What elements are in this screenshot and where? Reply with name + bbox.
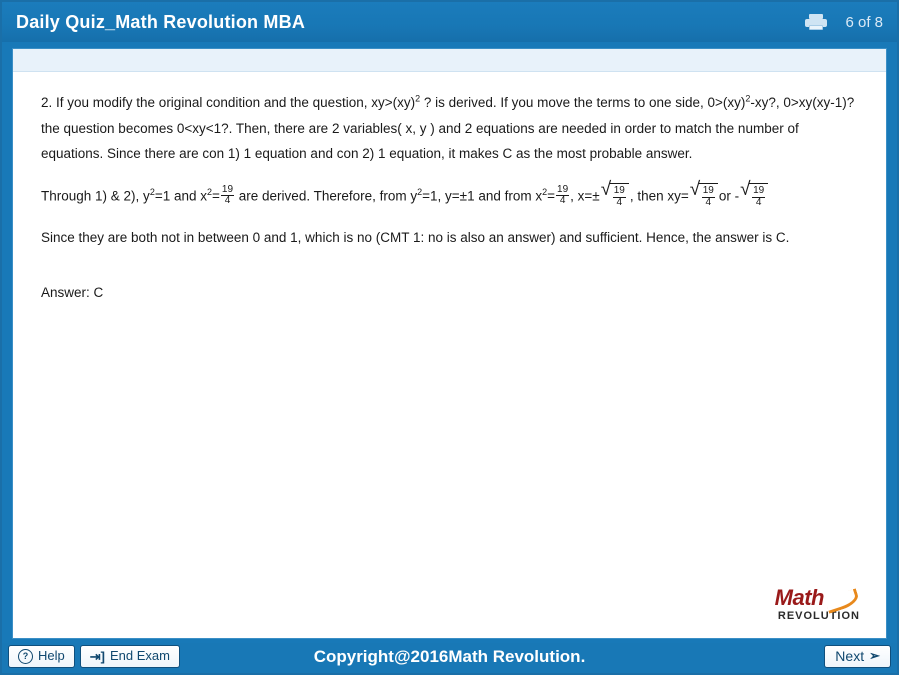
printer-icon[interactable] bbox=[805, 14, 827, 30]
fraction-19-over-4 bbox=[752, 186, 765, 208]
p2-sup3: 2 bbox=[417, 186, 423, 197]
fraction-19-over-4 bbox=[702, 186, 715, 208]
next-button[interactable] bbox=[824, 645, 891, 668]
p2-seg8: , then xy= bbox=[629, 188, 689, 204]
explanation-paragraph-2 bbox=[41, 183, 858, 211]
math-revolution-logo bbox=[775, 587, 860, 622]
title-bar bbox=[2, 2, 897, 42]
next-button-label: Next bbox=[835, 647, 865, 664]
fraction-19-over-4 bbox=[221, 185, 234, 207]
fraction-numerator: 19 bbox=[221, 183, 234, 195]
fraction-denominator: 4 bbox=[559, 195, 566, 207]
p1-sup1: 2 bbox=[415, 93, 421, 104]
p1-seg3: -xy?, 0>xy(xy-1)? the question becomes 0<xy<1?. Then, there are 2 variables( x, y ) and 2 equations are needed in order to match the number of equations. Since there are con 1) 1 equation and con 2) 1 equation, it makes C as the most probable answer. bbox=[41, 95, 855, 162]
logo-line-2: REVOLUTION bbox=[777, 610, 860, 622]
title-bar-right-group bbox=[805, 14, 883, 31]
slide-top-strip bbox=[13, 49, 886, 72]
p2-seg5: =1, y=±1 and from x bbox=[422, 188, 543, 204]
slide-body bbox=[13, 72, 886, 638]
p2-seg2: =1 and x bbox=[154, 188, 207, 204]
p2-seg7: , x=± bbox=[570, 188, 600, 204]
fraction-numerator: √ 19 bbox=[702, 185, 714, 197]
square-root-icon bbox=[601, 183, 629, 211]
p1-sup2: 2 bbox=[745, 93, 751, 104]
fraction-19-over-4 bbox=[556, 185, 569, 207]
p2-seg4: are derived. Therefore, from y bbox=[235, 188, 418, 204]
p2-sup4: 2 bbox=[542, 186, 548, 197]
page-title: Daily Quiz_Math Revolution MBA bbox=[16, 11, 306, 32]
p2-sup1: 2 bbox=[149, 186, 155, 197]
footer-bar bbox=[2, 643, 897, 673]
arrow-right-icon: ➢ bbox=[869, 648, 880, 664]
fraction-denominator: 4 bbox=[755, 196, 762, 208]
p2-seg6: = bbox=[547, 188, 556, 204]
explanation-paragraph-1 bbox=[41, 90, 858, 167]
square-root-icon bbox=[740, 183, 768, 211]
help-button-label: Help bbox=[38, 648, 65, 664]
fraction-numerator: √ 19 bbox=[753, 185, 765, 197]
p1-seg1: 2. If you modify the original condition and the question, xy>(xy) bbox=[41, 95, 416, 110]
fraction-denominator: 4 bbox=[705, 196, 712, 208]
p2-seg9: or - bbox=[718, 188, 740, 204]
fraction-numerator: √ 19 bbox=[613, 185, 625, 197]
end-exam-button-label: End Exam bbox=[109, 648, 170, 664]
end-exam-button[interactable] bbox=[80, 645, 180, 667]
question-circle-icon: ? bbox=[18, 649, 33, 664]
fraction-19-over-4 bbox=[613, 186, 626, 208]
content-area bbox=[2, 42, 897, 643]
slide-panel bbox=[12, 48, 887, 639]
p1-seg2: ? is derived. If you move the terms to one side, 0>(xy) bbox=[420, 95, 746, 110]
copyright-text: Copyright@2016Math Revolution. bbox=[313, 646, 586, 666]
p2-seg1: Through 1) & 2), y bbox=[41, 188, 150, 204]
exit-icon: ⇥] bbox=[89, 648, 105, 664]
p2-sup2: 2 bbox=[207, 186, 213, 197]
fraction-denominator: 4 bbox=[224, 195, 231, 207]
help-button[interactable] bbox=[8, 645, 75, 668]
logo-line-1: Math bbox=[774, 585, 824, 610]
fraction-numerator: 19 bbox=[557, 183, 569, 195]
page-indicator: 6 of 8 bbox=[845, 13, 883, 31]
logo-line-1-wrapper bbox=[775, 587, 860, 609]
answer-text: Answer: C bbox=[41, 285, 104, 301]
swoosh-icon bbox=[826, 591, 860, 607]
p2-seg3: = bbox=[212, 188, 220, 204]
fraction-denominator: 4 bbox=[616, 196, 623, 208]
explanation-paragraph-3: Since they are both not in between 0 and 1, which is no (CMT 1: no is also an answer) and sufficient. Hence, the answer is C. bbox=[41, 229, 790, 245]
square-root-icon bbox=[690, 183, 718, 211]
